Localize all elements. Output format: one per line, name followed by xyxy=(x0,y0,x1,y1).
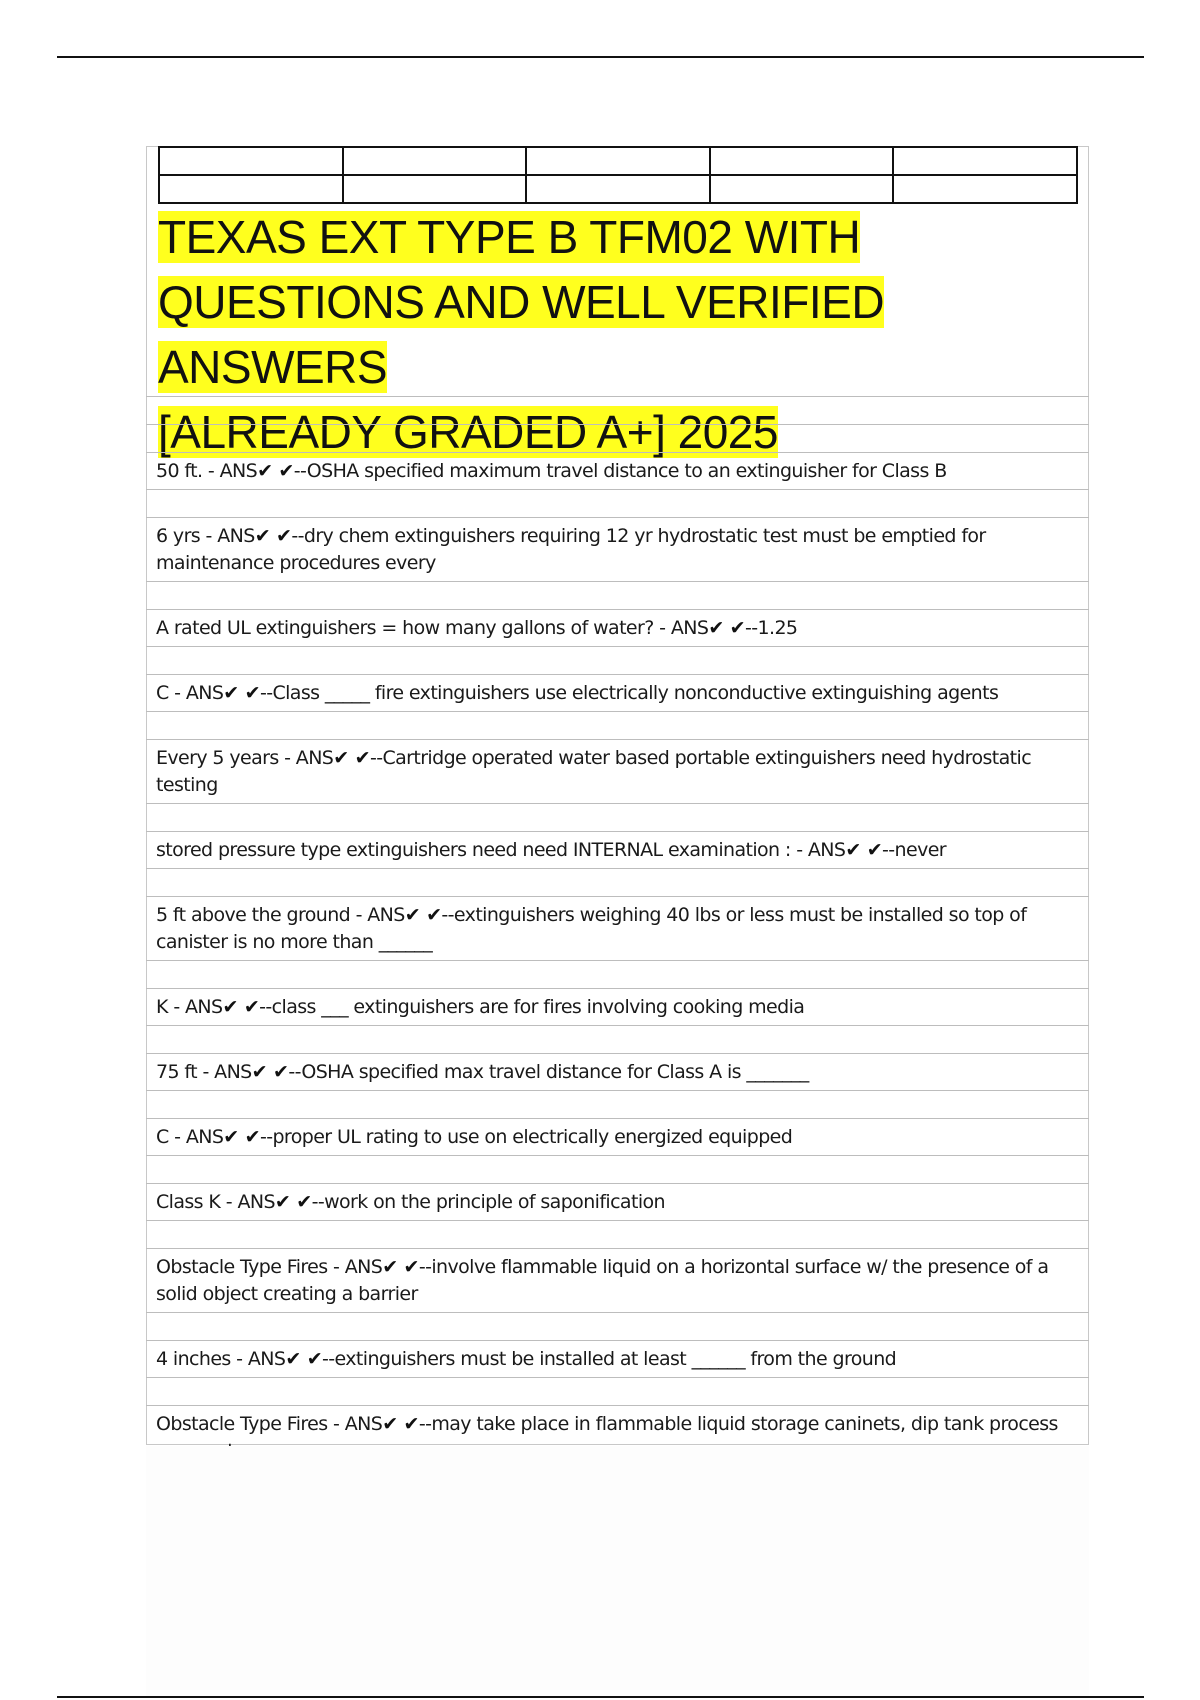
spacer-row xyxy=(146,490,1089,518)
answer-marker: ANS xyxy=(807,839,846,861)
answer-marker: ANS xyxy=(247,1348,286,1370)
page-bottom-rule xyxy=(57,1696,1144,1698)
qa-item: 4 inches - ANS✔ ✔--extinguishers must be installed at least ______ from the ground xyxy=(146,1341,1089,1378)
title-line xyxy=(158,270,1083,400)
question-text: --involve flammable liquid on a horizontal surface w/ the presence of a solid object creating a barrier xyxy=(156,1256,1049,1305)
check-icon: ✔ ✔ xyxy=(382,1256,419,1278)
answer-marker: ANS xyxy=(367,904,405,926)
answer-text: 5 ft above the ground xyxy=(156,904,351,926)
answer-marker: ANS xyxy=(217,525,255,547)
answer-marker: ANS xyxy=(219,460,258,482)
header-grid-table xyxy=(158,146,1078,204)
spacer-row xyxy=(146,712,1089,740)
check-icon: ✔ ✔ xyxy=(285,1348,323,1370)
spacer-row xyxy=(146,1313,1089,1341)
answer-marker: ANS xyxy=(185,682,224,704)
question-text: --dry chem extinguishers requiring 12 yr hydrostatic test must be emptied for maintenance procedures every xyxy=(156,525,986,574)
answer-text: 75 ft xyxy=(156,1061,198,1083)
answer-text: stored pressure type extinguishers need need INTERNAL examination : xyxy=(156,839,791,861)
spacer-row xyxy=(146,425,1089,453)
title-highlight: TEXAS EXT TYPE B TFM02 WITH xyxy=(158,211,861,263)
answer-marker: ANS xyxy=(185,996,223,1018)
question-text: --class ___ extinguishers are for fires involving cooking media xyxy=(259,996,805,1018)
answer-text: C xyxy=(156,682,169,704)
question-text: --proper UL rating to use on electrically energized equipped xyxy=(259,1126,793,1148)
title-highlight: QUESTIONS AND WELL VERIFIED ANSWERS xyxy=(158,276,885,393)
header-grid-row xyxy=(159,175,1077,203)
qa-item: Obstacle Type Fires - ANS✔ ✔--involve flammable liquid on a horizontal surface w/ the presence of a solid object creating a barrier xyxy=(146,1249,1089,1313)
spacer-row xyxy=(146,869,1089,897)
header-grid-cell xyxy=(893,175,1077,203)
header-grid-cell xyxy=(159,147,343,175)
question-text: --extinguishers must be installed at least ______ from the ground xyxy=(322,1348,897,1370)
spacer-row xyxy=(146,804,1089,832)
answer-marker: ANS xyxy=(214,1061,252,1083)
header-grid-cell xyxy=(343,175,527,203)
answer-marker: ANS xyxy=(185,1126,224,1148)
answer-text: A rated UL extinguishers = how many gallons of water? xyxy=(156,617,654,639)
answer-marker: ANS xyxy=(344,1413,383,1435)
header-grid-cell xyxy=(893,147,1077,175)
answer-marker: ANS xyxy=(344,1256,383,1278)
qa-list xyxy=(146,396,1089,1498)
title-highlight: [ALREADY GRADED A+] 2025 xyxy=(158,406,778,458)
answer-text: K xyxy=(156,996,168,1018)
question-text: --OSHA specified max travel distance for Class A is _______ xyxy=(288,1061,809,1083)
header-grid-cell xyxy=(159,175,343,203)
spacer-row xyxy=(146,1091,1089,1119)
header-grid-cell xyxy=(526,175,710,203)
question-text: --extinguishers weighing 40 lbs or less must be installed so top of canister is no more than ______ xyxy=(156,904,1027,953)
check-icon: ✔ ✔ xyxy=(223,1126,260,1148)
spacer-row xyxy=(146,582,1089,610)
qa-item: 6 yrs - ANS✔ ✔--dry chem extinguishers requiring 12 yr hydrostatic test must be emptied for maintenance procedures every xyxy=(146,518,1089,582)
answer-text: 6 yrs xyxy=(156,525,201,547)
header-grid-cell xyxy=(710,147,894,175)
check-icon: ✔ ✔ xyxy=(333,747,370,769)
qa-item: C - ANS✔ ✔--Class _____ fire extinguishers use electrically nonconductive extinguishing agents xyxy=(146,675,1089,712)
check-icon: ✔ ✔ xyxy=(257,460,294,482)
header-grid-cell xyxy=(526,147,710,175)
check-icon: ✔ ✔ xyxy=(845,839,883,861)
answer-text: Obstacle Type Fires xyxy=(156,1413,328,1435)
spacer-row xyxy=(146,1378,1089,1406)
qa-item: stored pressure type extinguishers need need INTERNAL examination : - ANS✔ ✔--never xyxy=(146,832,1089,869)
header-grid-cell xyxy=(710,175,894,203)
spacer-row xyxy=(146,961,1089,989)
spacer-row xyxy=(146,1026,1089,1054)
answer-text: Obstacle Type Fires xyxy=(156,1256,328,1278)
check-icon: ✔ ✔ xyxy=(223,682,260,704)
question-text: --work on the principle of saponification xyxy=(311,1191,665,1213)
check-icon: ✔ ✔ xyxy=(222,996,260,1018)
qa-item: 5 ft above the ground - ANS✔ ✔--extinguishers weighing 40 lbs or less must be installed so top of canister is no more than ______ xyxy=(146,897,1089,961)
blank-page-area xyxy=(146,1446,1089,1696)
check-icon: ✔ ✔ xyxy=(274,1191,312,1213)
qa-item: C - ANS✔ ✔--proper UL rating to use on electrically energized equipped xyxy=(146,1119,1089,1156)
qa-item: A rated UL extinguishers = how many gallons of water? - ANS✔ ✔--1.25 xyxy=(146,610,1089,647)
qa-item: 50 ft. - ANS✔ ✔--OSHA specified maximum travel distance to an extinguisher for Class B xyxy=(146,453,1089,490)
qa-item: Class K - ANS✔ ✔--work on the principle of saponification xyxy=(146,1184,1089,1221)
question-text: --Class _____ fire extinguishers use electrically nonconductive extinguishing agents xyxy=(259,682,999,704)
question-text: --may take place in flammable liquid storage caninets, dip tank process xyxy=(418,1413,1058,1435)
check-icon: ✔ ✔ xyxy=(251,1061,289,1083)
spacer-row xyxy=(146,397,1089,425)
qa-item: K - ANS✔ ✔--class ___ extinguishers are for fires involving cooking media xyxy=(146,989,1089,1026)
spacer-row xyxy=(146,1156,1089,1184)
answer-text: 4 inches xyxy=(156,1348,231,1370)
answer-text: Every 5 years xyxy=(156,747,279,769)
header-grid-row xyxy=(159,147,1077,175)
answer-text: 50 ft. xyxy=(156,460,203,482)
title-line xyxy=(158,205,1083,270)
question-text: --1.25 xyxy=(745,617,798,639)
answer-marker: ANS xyxy=(670,617,709,639)
spacer-row xyxy=(146,1221,1089,1249)
qa-item: Every 5 years - ANS✔ ✔--Cartridge operated water based portable extinguishers need hydrostatic testing xyxy=(146,740,1089,804)
answer-text: Class K xyxy=(156,1191,221,1213)
question-text: --never xyxy=(882,839,947,861)
spacer-row xyxy=(146,647,1089,675)
check-icon: ✔ ✔ xyxy=(254,525,292,547)
check-icon: ✔ ✔ xyxy=(708,617,745,639)
question-text: --OSHA specified maximum travel distance to an extinguisher for Class B xyxy=(293,460,947,482)
header-grid-cell xyxy=(343,147,527,175)
answer-text: C xyxy=(156,1126,169,1148)
check-icon: ✔ ✔ xyxy=(404,904,442,926)
qa-item: 75 ft - ANS✔ ✔--OSHA specified max travel distance for Class A is _______ xyxy=(146,1054,1089,1091)
check-icon: ✔ ✔ xyxy=(382,1413,419,1435)
question-text: --Cartridge operated water based portable extinguishers need hydrostatic testing xyxy=(156,747,1032,796)
qa-item: Obstacle Type Fires - ANS✔ ✔--may take place in flammable liquid storage caninets, dip tank process xyxy=(146,1406,1089,1470)
answer-marker: ANS xyxy=(295,747,334,769)
answer-marker: ANS xyxy=(237,1191,275,1213)
page-top-rule xyxy=(57,56,1144,58)
